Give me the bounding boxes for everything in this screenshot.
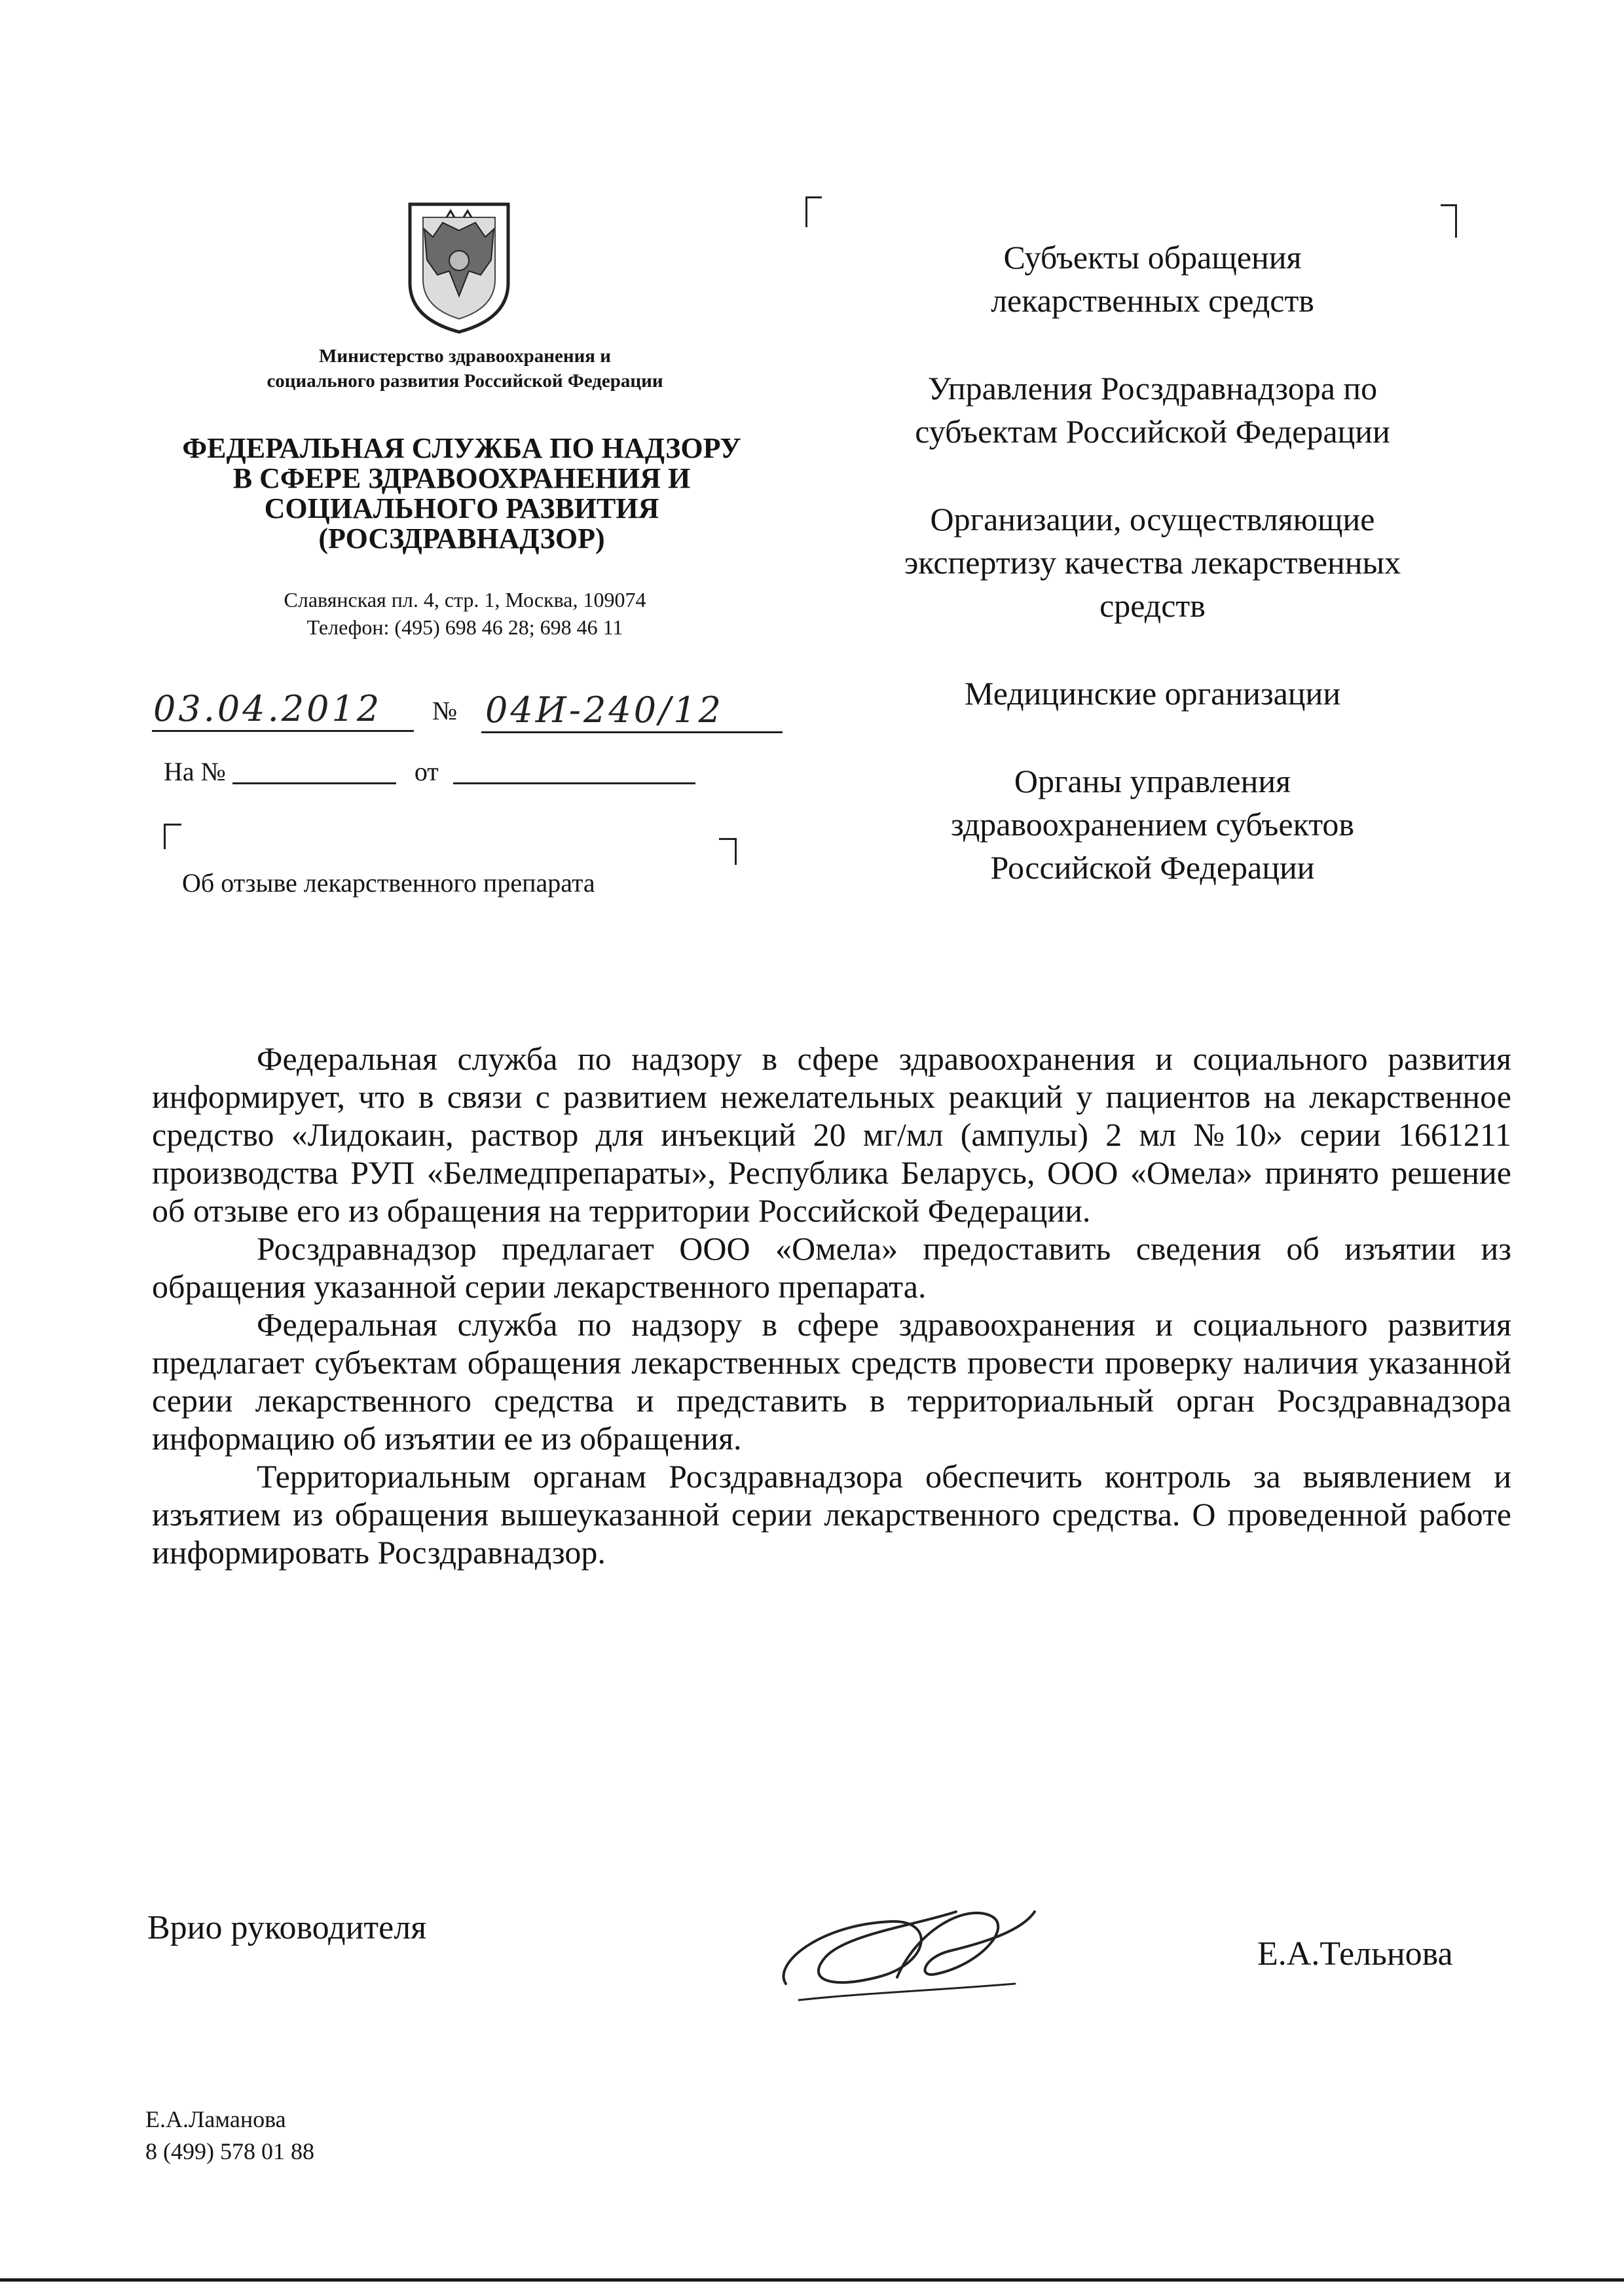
scan-edge-line [0, 2278, 1624, 2282]
addressee-line: субъектам Российской Федерации [915, 413, 1390, 450]
address-line: Телефон: (495) 698 46 28; 698 46 11 [306, 615, 623, 639]
reference-from-label: от [414, 757, 439, 786]
addressee-block [825, 236, 1480, 934]
contact-phone: 8 (499) 578 01 88 [145, 2138, 314, 2164]
addressee-line: экспертизу качества лекарственных [904, 544, 1401, 581]
reference-date-blank [453, 760, 695, 784]
addressee-item [825, 498, 1480, 627]
signatory-title: Врио руководителя [147, 1909, 427, 1946]
subject-bracket-right [719, 838, 737, 865]
addressee-line: лекарственных средств [991, 282, 1314, 319]
addressee-item [825, 672, 1480, 715]
reference-number-blank [232, 760, 396, 784]
reference-prefix: На № [164, 757, 226, 786]
agency-address [196, 586, 733, 641]
addressee-line: здравоохранением субъектов [950, 806, 1355, 843]
body-paragraph: Федеральная служба по надзору в сфере здравоохранения и социального развития предлагает субъектам обращения лекарственных средств провести проверку наличия указанной серии лекарственного средства и представить в территориальный орган Росздравнадзора информацию об изъятии ее из обращения. [152, 1306, 1511, 1457]
subject-bracket-left [164, 824, 181, 849]
ministry-name [196, 344, 733, 393]
registration-date [152, 687, 414, 733]
number-sign: № [432, 696, 458, 725]
contact-name: Е.А.Ламанова [145, 2106, 286, 2132]
agency-line: ФЕДЕРАЛЬНАЯ СЛУЖБА ПО НАДЗОРУ [182, 432, 741, 464]
agency-line: (РОСЗДРАВНАДЗОР) [318, 522, 605, 555]
addressee-line: Органы управления [1014, 763, 1291, 799]
registration-number-value: 04И-240/12 [485, 689, 724, 731]
signatory-name: Е.А.Тельнова [1257, 1935, 1453, 1973]
addressee-line: Российской Федерации [990, 849, 1315, 886]
addressee-line: Медицинские организации [964, 675, 1341, 712]
letter-body [152, 1040, 1511, 1571]
body-paragraph: Росздравнадзор предлагает ООО «Омела» предоставить сведения об изъятии из обращения указанной серии лекарственного препарата. [152, 1230, 1511, 1305]
addressee-line: средств [1099, 587, 1206, 624]
handwritten-signature-icon [766, 1886, 1041, 2016]
agency-line: В СФЕРЕ ЗДРАВООХРАНЕНИЯ И [232, 462, 691, 494]
ministry-line: социального развития Российской Федерации [267, 371, 663, 392]
registration-date-value: 03.04.2012 [153, 688, 382, 729]
agency-line: СОЦИАЛЬНОГО РАЗВИТИЯ [264, 492, 659, 524]
coat-of-arms-icon [397, 198, 521, 335]
letter-subject: Об отзыве лекарственного препарата [182, 868, 595, 898]
addressee-bracket-left [805, 196, 822, 227]
addressee-line: Организации, осуществляющие [930, 501, 1375, 538]
body-paragraph: Территориальным органам Росздравнадзора обеспечить контроль за выявлением и изъятием из обращения вышеуказанной серии лекарственного средства. О проведенной работе информировать Росздравнадзор. [152, 1458, 1511, 1571]
addressee-item [825, 367, 1480, 453]
agency-name [151, 433, 773, 554]
address-line: Славянская пл. 4, стр. 1, Москва, 109074 [284, 588, 646, 611]
signature [766, 1886, 1041, 2016]
coat-of-arms-emblem [397, 198, 521, 335]
addressee-item [825, 236, 1480, 322]
addressee-item [825, 759, 1480, 889]
addressee-bracket-right [1441, 204, 1457, 238]
registration-number [481, 681, 783, 735]
ministry-line: Министерство здравоохранения и [319, 346, 611, 367]
addressee-line: Субъекты обращения [1003, 239, 1302, 276]
addressee-line: Управления Росздравнадзора по [927, 370, 1378, 407]
body-paragraph: Федеральная служба по надзору в сфере здравоохранения и социального развития информирует, что в связи с развитием нежелательных реакций у пациентов на лекарственное средство «Лидокаин, раствор для инъекций 20 мг/мл (ампулы) 2 мл №10» серии 1661211 производства РУП «Белмедпрепараты», Республика Беларусь, ООО «Омела» принято решение об отзыве его из обращения на территории Российской Федерации. [152, 1040, 1511, 1229]
reference-line [164, 756, 695, 787]
